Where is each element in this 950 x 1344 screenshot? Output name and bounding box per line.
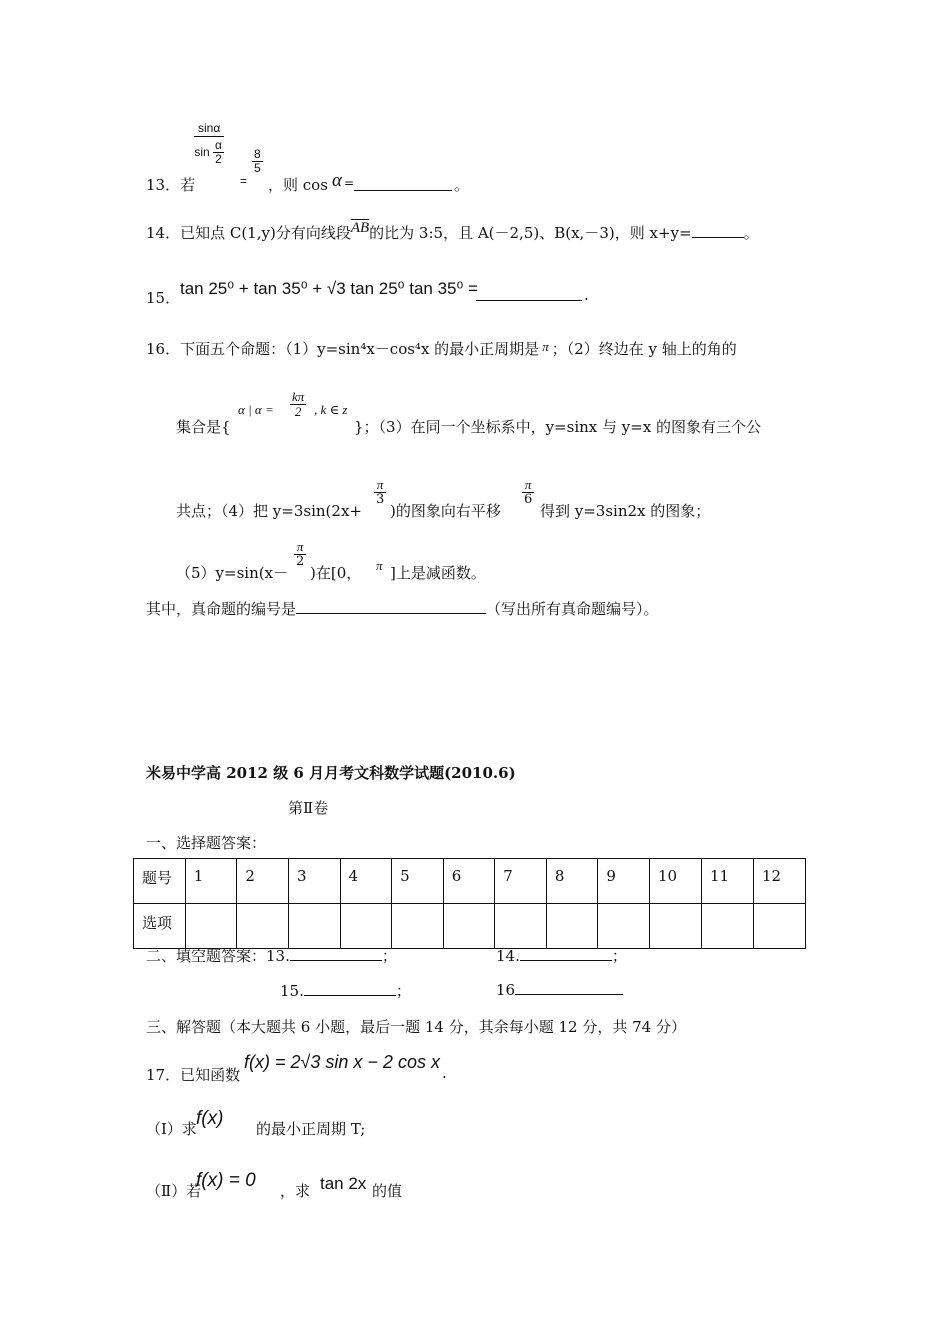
table-cell-option[interactable] — [495, 904, 547, 949]
table-cell-option[interactable] — [237, 904, 289, 949]
q13-frac-denominator — [194, 139, 224, 166]
q13-equals-2: = — [344, 176, 355, 190]
table-cell-number: 3 — [288, 859, 340, 904]
q17-part1-label: （Ⅰ）求 — [146, 1120, 197, 1138]
q16-set-close: }；（3）在同一个坐标系中，y=sinx 与 y=x 的图象有三个公 — [354, 418, 762, 436]
question-16-line-1 — [146, 338, 737, 359]
q16-set-frac-den: 2 — [294, 404, 302, 420]
q16-frac3-num: π — [374, 478, 386, 493]
table-cell-number: 9 — [598, 859, 650, 904]
q13-den-half-alpha — [213, 139, 224, 166]
table-cell-option[interactable] — [650, 904, 702, 949]
q16-line3a: 共点；（4）把 y=3sin(2x+ — [176, 502, 362, 520]
q17-part2-fx-zero: f(x) = 0 — [196, 1170, 256, 1191]
table-row-label-option: 选项 — [134, 904, 186, 949]
q14-answer-blank[interactable] — [692, 223, 744, 238]
question-16-line-5 — [146, 598, 659, 619]
q16-line3b: )的图象向右平移 — [390, 502, 501, 520]
q16-frac6-den: 6 — [524, 492, 533, 508]
q13-compound-fraction — [194, 122, 224, 166]
table-cell-number: 2 — [237, 859, 289, 904]
q17-part2-tan2x: tan 2x — [320, 1174, 367, 1193]
fill-answer-15 — [280, 980, 411, 1001]
q16-line1: 16．下面五个命题：（1）y=sin⁴x－cos⁴x 的最小正周期是 — [146, 340, 540, 358]
fill-answer-14 — [496, 945, 627, 966]
q14-text-a: 14．已知点 C(1,y)分有向线段 — [146, 224, 351, 242]
q16-set-expr-b: , k ∈ z — [314, 402, 348, 417]
q16-frac-pi-2 — [294, 540, 306, 570]
fill-blank-15[interactable] — [304, 981, 396, 996]
q16-set-expr-a: α | α = — [238, 402, 274, 417]
table-cell-number: 11 — [701, 859, 753, 904]
q16-line4a: （5）y=sin(x－ — [176, 564, 289, 582]
q13-equals: = — [240, 174, 248, 188]
q13-frac-numerator: sinα — [194, 122, 224, 137]
fill-semi-14: ； — [611, 947, 627, 965]
fill-answer-row-1 — [146, 945, 397, 966]
q17-part2-label: （Ⅱ）若 — [146, 1182, 202, 1200]
q15-answer-blank[interactable] — [476, 286, 582, 301]
q14-vector-ab: $\overline{AB}$ — [350, 220, 370, 236]
exam-title: 米易中学高 2012 级 6 月月考文科数学试题(2010.6) — [146, 764, 516, 782]
q16-pi: π — [542, 339, 549, 354]
q17-part1-text: 的最小正周期 T; — [256, 1120, 366, 1138]
q16-frac-pi-3 — [374, 478, 386, 508]
table-cell-option[interactable] — [392, 904, 444, 949]
table-row-numbers — [134, 859, 806, 904]
table-cell-option[interactable] — [340, 904, 392, 949]
fill-answer-16 — [496, 980, 623, 999]
q16-line3c: 得到 y=3sin2x 的图象； — [540, 502, 711, 520]
fill-label-16: 16 — [496, 981, 516, 999]
table-cell-number: 10 — [650, 859, 702, 904]
table-cell-option[interactable] — [185, 904, 237, 949]
fill-label-15: 15. — [280, 982, 304, 1000]
q15-number: 15． — [146, 289, 181, 307]
fill-semi-13: ； — [381, 947, 397, 965]
q13-rhs-denominator: 5 — [254, 161, 261, 176]
q17-part1-fx: f(x) — [196, 1108, 224, 1129]
q14-text-b: 的比为 3:5，且 A(－2,5)、B(x,－3)，则 x+y= — [369, 224, 692, 242]
section-3-label: 三、解答题（本大题共 6 小题，最后一题 14 分，其余每小题 12 分，共 74 分） — [146, 1018, 686, 1036]
q13-rhs-numerator: 8 — [254, 147, 261, 161]
fill-blank-13[interactable] — [290, 946, 382, 961]
table-cell-number: 8 — [546, 859, 598, 904]
q16-frac-pi-6 — [522, 478, 534, 508]
choice-answer-table — [133, 858, 806, 949]
q15-expression: tan 25⁰ + tan 35⁰ + √3 tan 25⁰ tan 35⁰ = — [180, 279, 478, 298]
q17-part2-end: 的值 — [372, 1182, 403, 1200]
q16-line5a: 其中，真命题的编号是 — [146, 600, 297, 618]
q16-line4b: )在[0， — [310, 564, 362, 582]
q16-pi-2: π — [376, 558, 383, 573]
question-14 — [146, 222, 759, 243]
fill-label: 二、填空题答案：13. — [146, 947, 290, 965]
q17-end: . — [442, 1064, 447, 1082]
q13-then-text: ，则 cos — [268, 176, 328, 194]
q16-set-frac-num: kπ — [292, 389, 305, 404]
q16-frac3-den: 3 — [376, 492, 385, 508]
q15-end: . — [584, 286, 589, 304]
table-cell-option[interactable] — [288, 904, 340, 949]
table-cell-number: 6 — [443, 859, 495, 904]
table-cell-option[interactable] — [701, 904, 753, 949]
q13-end: 。 — [454, 176, 470, 194]
q16-line5b: （写出所有真命题编号）。 — [486, 600, 659, 618]
q16-frac6-num: π — [522, 478, 534, 493]
q17-function: f(x) = 2√3 sin x − 2 cos x — [244, 1052, 440, 1072]
table-row-label-number: 题号 — [134, 859, 186, 904]
section-1-label: 一、选择题答案： — [146, 834, 267, 852]
q13-rhs-fraction — [252, 148, 263, 175]
table-row-options — [134, 904, 806, 949]
q16-line1b: ；（2）终边在 y 轴上的角的 — [551, 340, 737, 358]
q16-line4c: ]上是减函数。 — [390, 564, 486, 582]
q13-answer-blank[interactable] — [354, 176, 452, 191]
q13-alpha: α — [332, 170, 342, 191]
q17-text: 17．已知函数 — [146, 1066, 241, 1084]
table-cell-number: 1 — [185, 859, 237, 904]
table-cell-number: 4 — [340, 859, 392, 904]
fill-blank-14[interactable] — [520, 946, 612, 961]
q13-den-two: 2 — [215, 151, 222, 166]
fill-blank-16[interactable] — [515, 980, 623, 995]
q17-part2-text: ，求 — [280, 1182, 311, 1200]
table-cell-option[interactable] — [598, 904, 650, 949]
fill-label-14: 14. — [496, 947, 520, 965]
table-cell-option[interactable] — [443, 904, 495, 949]
q13-den-alpha: α — [215, 137, 222, 152]
table-cell-number: 5 — [392, 859, 444, 904]
fill-semi-15: ； — [395, 982, 411, 1000]
q13-den-sin: sin — [194, 144, 210, 159]
q16-set-fraction — [290, 390, 306, 420]
q13-number: 13．若 — [146, 176, 196, 194]
q16-answer-blank[interactable] — [296, 599, 486, 614]
q14-end: 。 — [743, 224, 759, 242]
q16-frac2-den: 2 — [296, 554, 305, 570]
table-cell-option[interactable] — [546, 904, 598, 949]
q16-frac2-num: π — [294, 540, 306, 555]
volume-label: 第Ⅱ卷 — [288, 799, 329, 817]
table-cell-option[interactable] — [753, 904, 805, 949]
q16-set-label: 集合是{ — [176, 418, 231, 436]
table-cell-number: 12 — [753, 859, 805, 904]
table-cell-number: 7 — [495, 859, 547, 904]
